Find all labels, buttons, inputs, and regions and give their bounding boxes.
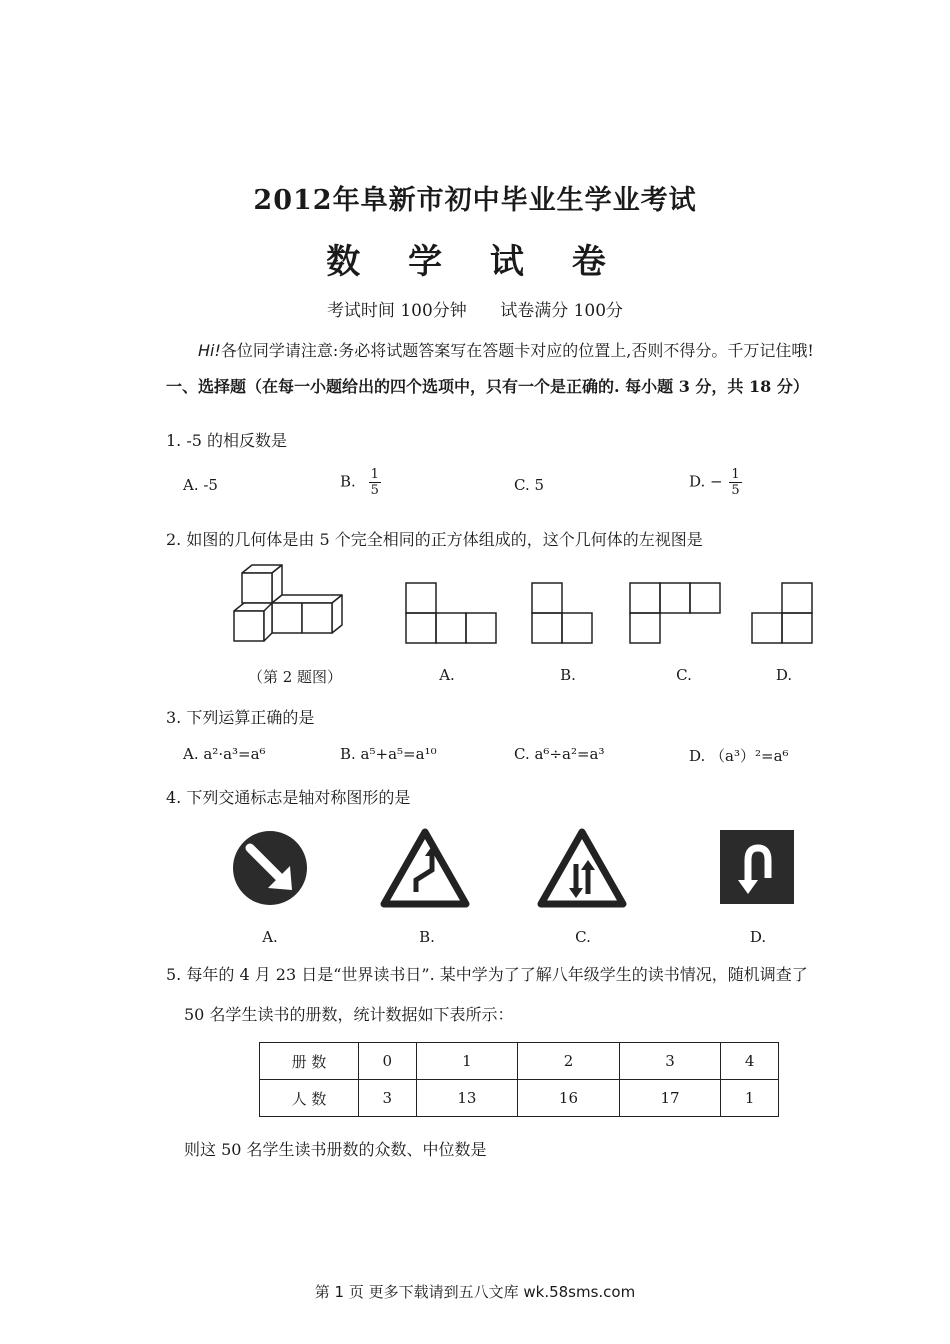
q1-option-a: A. -5 [183,476,218,494]
table-cell: 3 [619,1043,721,1080]
q1-option-d-label: D. − [689,472,723,491]
q2-view-a [404,581,500,645]
q1-option-c: C. 5 [514,476,545,494]
q2-label-a: A. [439,666,455,684]
sign-double-bend-icon [380,828,470,908]
q4-label-a: A. [262,928,278,946]
q5-stem-line1: 5. 每年的 4 月 23 日是“世界读书日”. 某中学为了了解八年级学生的读书情况，随机调查了 [166,965,808,984]
q2-view-b [530,581,596,645]
sign-two-way-traffic-icon [537,828,627,908]
exam-title: 2012年阜新市初中毕业生学业考试 [253,185,697,216]
q2-stem: 2. 如图的几何体是由 5 个完全相同的正方体组成的，这个几何体的左视图是 [166,530,703,549]
q3-option-a: A. a²·a³=a⁶ [183,745,266,763]
q1-option-d-fraction [729,467,741,498]
q3-option-b: B. a⁵+a⁵=a¹⁰ [340,745,437,763]
table-row [260,1043,779,1080]
table-header-books: 册 数 [260,1043,359,1080]
sign-diagonal-arrow-icon [230,828,310,908]
q5-question: 则这 50 名学生读书册数的众数、中位数是 [184,1140,487,1159]
table-cell: 1 [416,1043,518,1080]
table-header-people: 人 数 [260,1080,359,1117]
q2-view-d [750,581,816,645]
exam-meta [0,296,950,321]
notice-hi: Hi! [198,341,221,360]
q4-label-b: B. [419,928,435,946]
q2-solid-figure [222,563,352,645]
table-cell: 2 [518,1043,620,1080]
q1-option-d [689,467,742,498]
q2-label-d: D. [775,666,793,684]
q2-view-c [628,581,724,645]
fraction-numerator: 1 [370,467,379,482]
q2-label-c: C. [676,666,692,684]
fraction-denominator: 5 [370,483,379,498]
q4-stem: 4. 下列交通标志是轴对称图形的是 [166,788,411,807]
sign-u-turn-icon [718,828,796,906]
q1-option-b-fraction [369,467,381,498]
q2-figure-caption: （第 2 题图） [247,668,343,686]
fraction-numerator: 1 [731,467,740,482]
fraction-denominator: 5 [731,483,740,498]
table-cell: 13 [416,1080,518,1117]
q4-label-c: C. [575,928,591,946]
exam-time: 考试时间 100分钟 [326,301,467,321]
q3-option-d: D. （a³）²=a⁶ [689,747,789,765]
table-row [260,1080,779,1117]
exam-subtitle: 数 学 试 卷 [326,242,624,282]
q3-option-c: C. a⁶÷a²=a³ [514,745,605,763]
notice [198,338,814,361]
q1-option-b [340,467,381,498]
table-cell: 16 [518,1080,620,1117]
q1-option-b-label: B. [340,472,356,491]
q1-stem: 1. -5 的相反数是 [166,431,288,450]
table-cell: 4 [721,1043,779,1080]
q2-label-b: B. [560,666,576,684]
table-cell: 1 [721,1080,779,1117]
section-title: 一、选择题（在每一小题给出的四个选项中，只有一个是正确的. 每小题 3 分，共 18 分） [166,377,809,396]
full-score: 试卷满分 100分 [500,301,624,321]
table-cell: 3 [359,1080,417,1117]
table-cell: 0 [359,1043,417,1080]
notice-text: 各位同学请注意:务必将试题答案写在答题卡对应的位置上,否则不得分。千万记住哦! [220,341,814,360]
table-cell: 17 [619,1080,721,1117]
q5-stem-line2: 50 名学生读书的册数，统计数据如下表所示： [184,1005,514,1024]
q5-data-table [259,1042,779,1117]
page-footer: 第 1 页 更多下载请到五八文库 wk.58sms.com [314,1283,636,1301]
q4-label-d: D. [749,928,767,946]
q3-stem: 3. 下列运算正确的是 [166,708,315,727]
